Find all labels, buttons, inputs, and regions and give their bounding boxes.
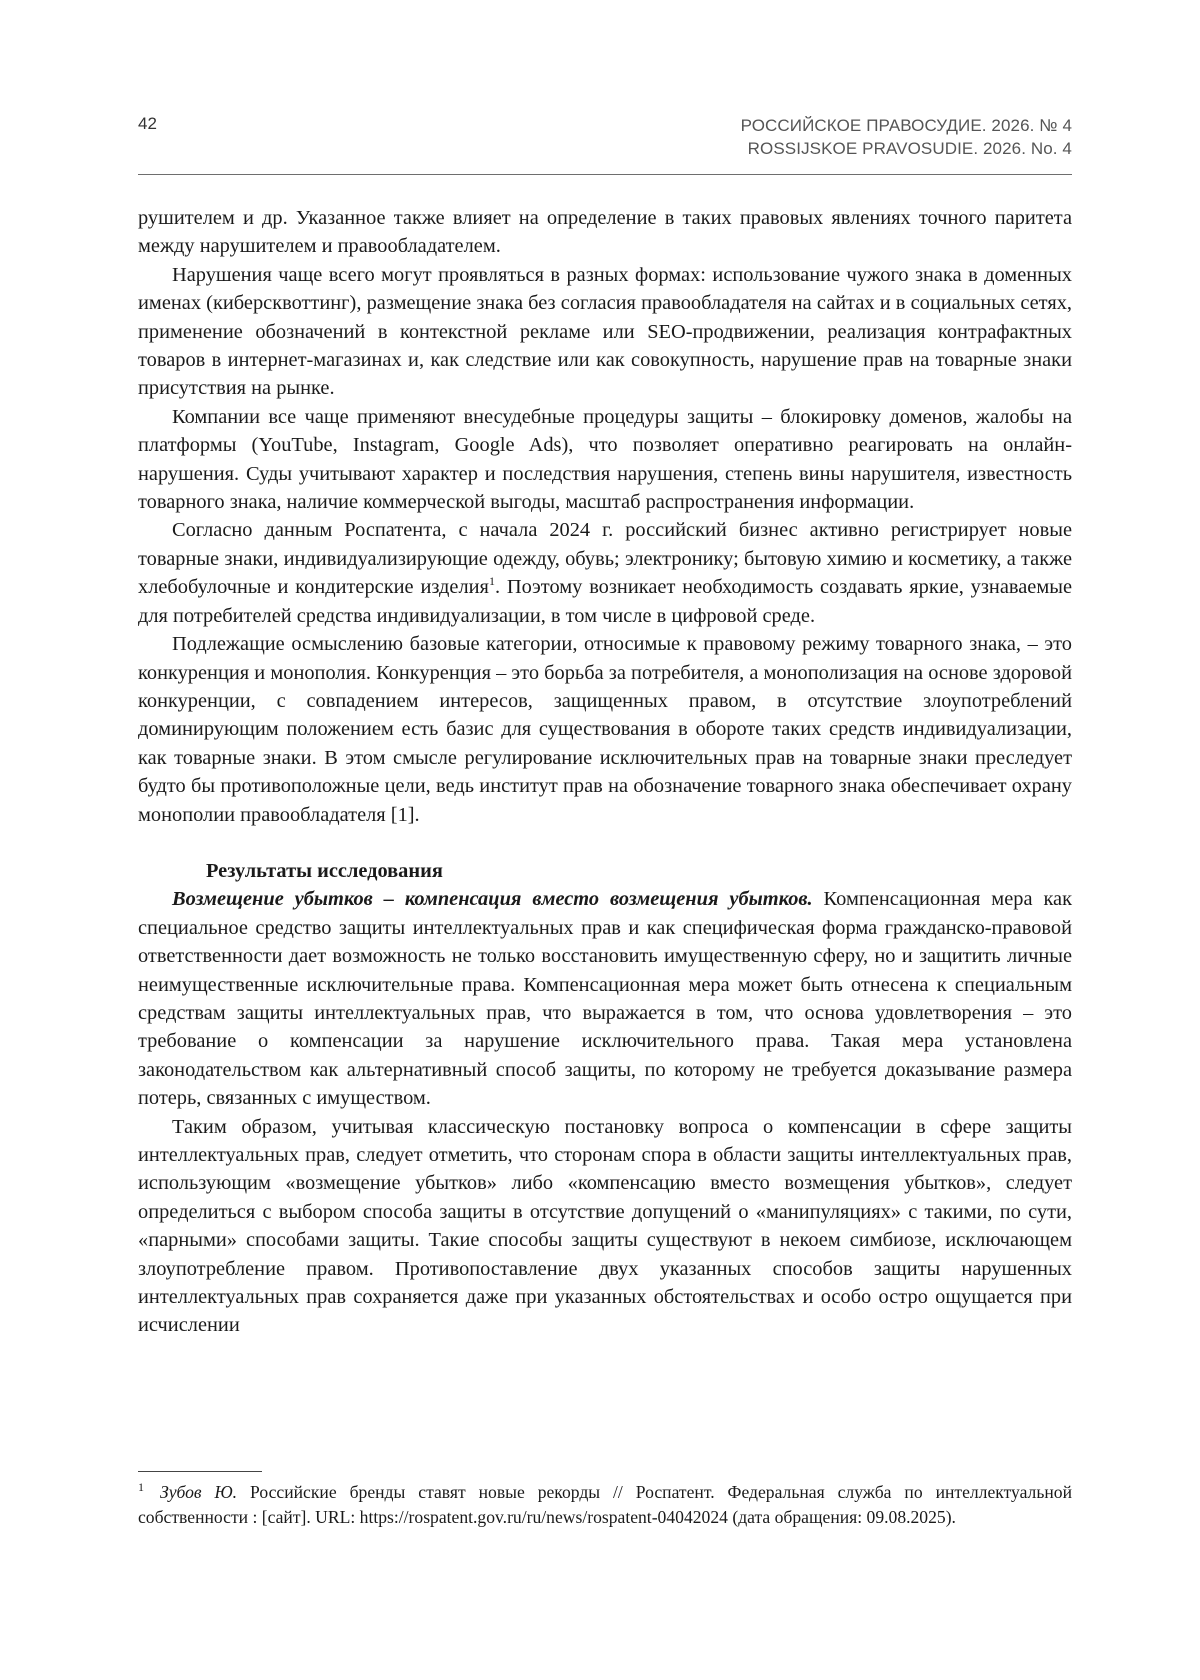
paragraph-4-text-end: . Поэтому возникает необходимость создавать яркие, узнаваемые для потребителей средства индивидуализации, в том числе в цифровой среде. [138,576,1073,627]
page-number: 42 [138,114,157,133]
journal-title [741,114,1072,160]
paragraph-6-lead: Возмещение убытков – компенсация вместо возмещения убытков. [172,888,813,911]
footnote-text: Российские бренды ставят новые рекорды // Роспатент. Федеральная служба по интеллектуальной собственности : [сайт]. URL: https://rospatent.gov.ru/ru/news/rospatent-04042024 (дата обращения: 09.08.2025). [138,1482,1072,1527]
paragraph-1: рушителем и др. Указанное также влияет на определение в таких правовых явлениях точного паритета между нарушителем и правообладателем. [138,207,1072,258]
paragraph-4-text-start: Согласно данным Роспатента, с начала 2024 г. российский бизнес активно регистрирует новые товарные знаки, индивидуализирующие одежду, обувь; электронику; бытовую химию и косметику, а также хлебобулочные и кондитерские изделия [138,519,1072,599]
paragraph-3: Компании все чаще применяют внесудебные процедуры защиты – блокировку доменов, жалобы на платформы (YouTube, Instagram, Google Ads), что позволяет оперативно реагировать на онлайн-нарушения. Суды учитывают характер и последствия нарушения, степень вины нарушителя, известность товарного знака, наличие коммерческой выгоды, масштаб распространения информации. [138,405,1072,514]
footnote-reference[interactable]: 1 [488,574,495,589]
paragraph-4 [138,516,1072,630]
section-spacer [138,829,1072,857]
paragraph-6 [138,885,1072,1112]
paragraph-5: Подлежащие осмыслению базовые категории, относимые к правовому режиму товарного знака, – это конкуренция и монополия. Конкуренция – это борьба за потребителя, а монополизация на основе здоровой конкуренции, с совпадением интересов, защищенных правом, в отсутствие злоупотреблений доминирующим положением есть базис для существования в обороте таких средств индивидуализации, как товарные знаки. В этом смысле регулирование исключительных прав на товарные знаки преследует будто бы противоположные цели, ведь институт прав на обозначение товарного знака обеспечивает охрану монополии правообладателя [1]. [138,633,1072,826]
footnote: 1 Зубов Ю. Российские бренды ставят новые рекорды // Роспатент. Федеральная служба по интеллектуальной собственности : [сайт]. URL: https://rospatent.gov.ru/ru/news/rospatent-04042024 (дата обращения: 09.08.2025). [138,1480,1072,1527]
footnote-author: Зубов Ю. [160,1482,238,1502]
paragraph-2: Нарушения чаще всего могут проявляться в разных формах: использование чужого знака в доменных именах (киберсквоттинг), размещение знака без согласия правообладателя на сайтах и в социальных сетях, применение обозначений в контекстной рекламе или SEO-продвижении, реализация контрафактных товаров в интернет-магазинах и, как следствие или как совокупность, нарушение прав на товарные знаки присутствия на рынке. [138,263,1072,400]
journal-title-en: ROSSIJSKOE PRAVOSUDIE. 2026. No. 4 [747,139,1072,158]
paragraph-6-text: Компенсационная мера как специальное средство защиты интеллектуальных прав и как специфическая форма гражданско-правовой ответственности дает возможность не только восстановить имущественную сферу, но и защитить личные неимущественные исключительные права. Компенсационная мера может быть отнесена к специальным средствам защиты интеллектуальных прав, что выражается в том, что основа удовлетворения – это требование о компенсации за нарушение исключительного права. Такая мера установлена законодательством как альтернативный способ защиты, по которому не требуется доказывание размера потерь, связанных с имуществом. [138,888,1072,1110]
paragraph-7: Таким образом, учитывая классическую постановку вопроса о компенсации в сфере защиты интеллектуальных прав, следует отметить, что сторонам спора в области защиты интеллектуальных прав, использующим «возмещение убытков» либо «компенсацию вместо возмещения убытков», следует определиться с выбором способа защиты в отсутствие допущений о «манипуляциях» с такими, по сути, «парными» способами защиты. Такие способы защиты существуют в некоем симбиозе, исключающем злоупотребление правом. Противопоставление двух указанных способов защиты нарушенных интеллектуальных прав сохраняется даже при указанных обстоятельствах и особо остро ощущается при исчислении [138,1115,1072,1337]
footnote-divider [138,1471,262,1472]
article-body [138,204,1072,1340]
running-header [138,110,1072,175]
journal-title-ru: РОССИЙСКОЕ ПРАВОСУДИЕ. 2026. № 4 [740,116,1072,135]
section-heading: Результаты исследования [206,859,443,882]
journal-page [138,0,1072,1680]
